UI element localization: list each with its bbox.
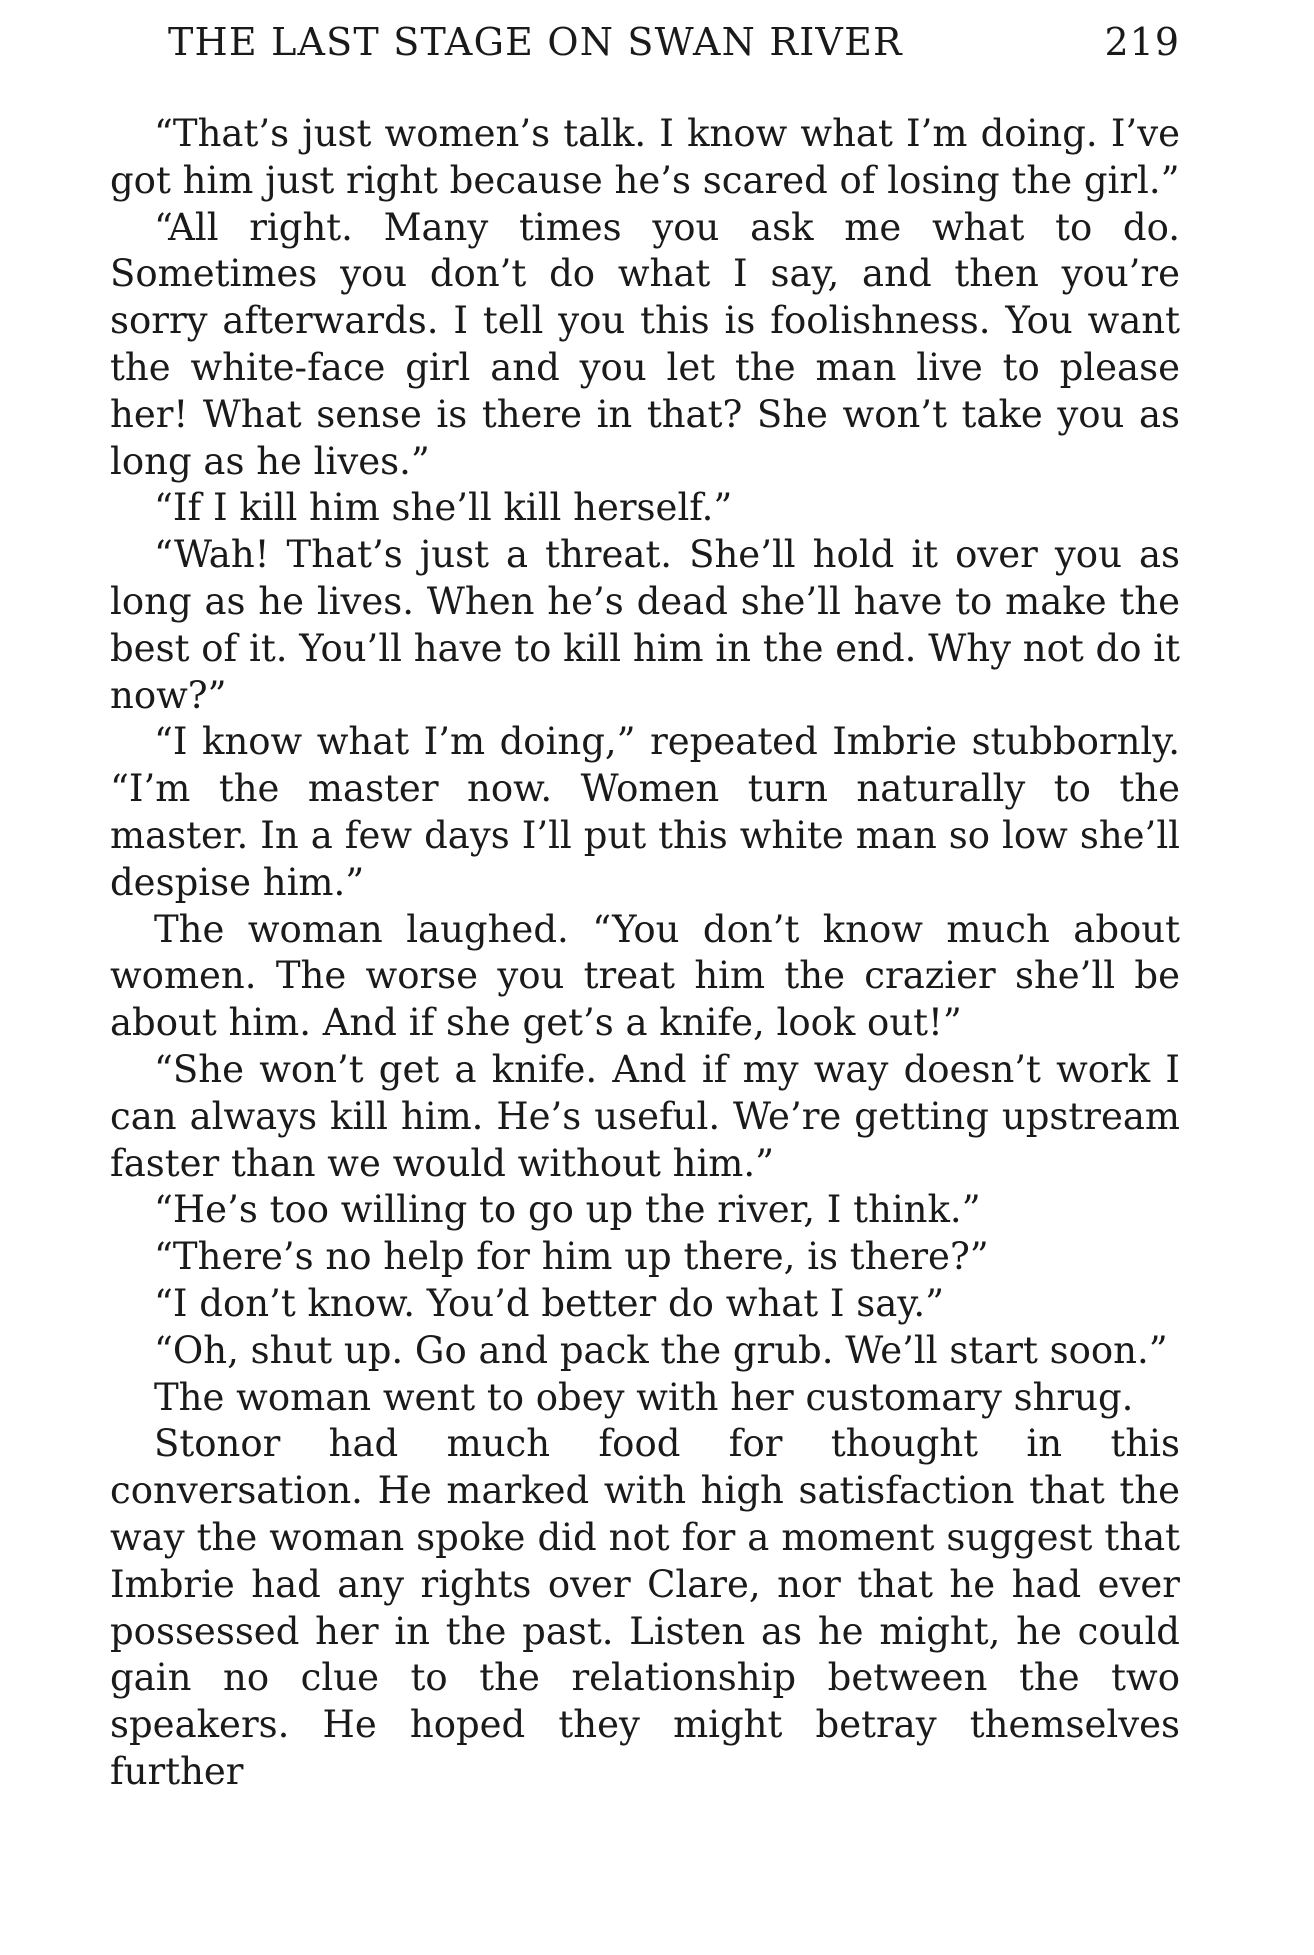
paragraph: “I don’t know. You’d better do what I say.” [154,1281,944,1325]
paragraph: “She won’t get a knife. And if my way doesn’t work I can always kill him. He’s useful. We’re getting upstream faster than we would without him.” [110,1047,1180,1185]
body-text [110,111,1180,1796]
paragraph: Stonor had much food for thought in this conversation. He marked with high satisfaction that the way the woman spoke did not for a moment suggest that Imbrie had any rights over Clare, nor that he had ever possessed her in the past. Listen as he might, he could gain no clue to the relationship between the two speakers. He hoped they might betray themselves further [110,1422,1180,1793]
paragraph: “That’s just women’s talk. I know what I’m doing. I’ve got him just right because he’s scared of losing the girl.” [110,112,1180,202]
paragraph: The woman went to obey with her customary shrug. [154,1375,1134,1419]
running-head [168,20,1180,80]
paragraph: “He’s too willing to go up the river, I think.” [154,1188,981,1232]
running-head-title: THE LAST STAGE ON SWAN RIVER [168,20,903,64]
page-number: 219 [1104,20,1180,64]
paragraph: The woman laughed. “You don’t know much about women. The worse you treat him the crazier she’ll be about him. And if she get’s a knife, look out!” [110,907,1180,1045]
paragraph: “There’s no help for him up there, is there?” [154,1235,989,1279]
paragraph: “All right. Many times you ask me what to do. Sometimes you don’t do what I say, and then you’re sorry afterwards. I tell you this is foolishness. You want the white-face girl and you let the man live to please her! What sense is there in that? She won’t take you as long as he lives.” [110,205,1180,483]
paragraph: “I know what I’m doing,” repeated Imbrie stubbornly. “I’m the master now. Women turn naturally to the master. In a few days I’ll put this white man so low she’ll despise him.” [110,720,1180,904]
paragraph: “Wah! That’s just a threat. She’ll hold it over you as long as he lives. When he’s dead she’ll have to make the best of it. You’ll have to kill him in the end. Why not do it now?” [110,533,1180,717]
paragraph: “If I kill him she’ll kill herself.” [154,486,733,530]
paragraph: “Oh, shut up. Go and pack the grub. We’ll start soon.” [154,1328,1168,1372]
